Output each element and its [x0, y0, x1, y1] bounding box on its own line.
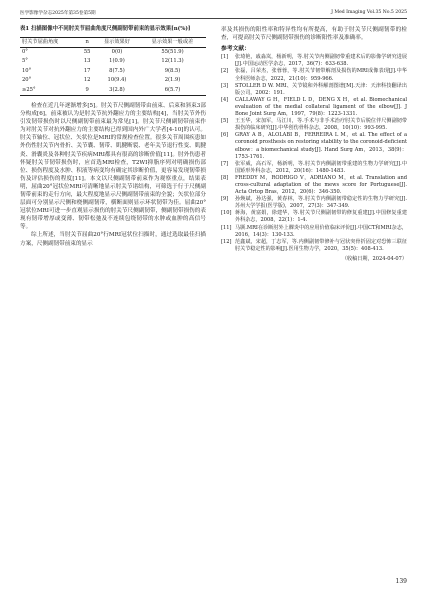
table-cell: 10° — [22, 67, 32, 74]
reference-number: [4] — [221, 96, 229, 103]
table-header-cell: n — [85, 38, 89, 45]
reference-number: [3] — [221, 82, 229, 89]
reference-number: [12] — [221, 238, 232, 245]
table-cell: 0(0) — [111, 48, 123, 55]
reference-number: [7] — [221, 160, 229, 167]
table-cell: 9(8.5) — [164, 67, 181, 74]
table-cell: 2(1.9) — [164, 77, 181, 84]
page-number: 139 — [395, 578, 407, 585]
reference-number: [10] — [221, 210, 232, 217]
table-header-cell: 显示效果一般或差 — [151, 38, 194, 45]
right-column — [221, 26, 407, 263]
table-cell: 6(5.7) — [164, 86, 181, 93]
table-header-cell: 肘关节屈曲角度 — [22, 38, 59, 45]
body-paragraph: 检查在近几年逐渐增多[5]。肘关节尺侧副韧带由前束、后束和斜束3部分构成[6]，前束被认为是肘关节抗外翻应力的主要结构[4]，当肘关节外伤引发韧带损伤时以尺侧副韧带前束最为常见[1]。肘关节尺侧副韧带前束作为对肘关节对抗外翻应力的主要结构已得到国内外广大学者[4-10]的认可。肘关节轴位、冠状位、矢状位是MRI的常规检查位置。很多关节周围疾患如外伤性肘关节内骨折、关节囊、韧带、肌腱断裂、老年关节退行性变、肌腱炎、滑囊炎及各种肘关节疾病MRI都具有很高的诊断价值[11]。肘外伤患者怀疑肘关节韧带损伤时，应首选MRI检查，T2WI抑脂序列对明确损伤部位、损伤程度及水肿、积液等病变均有确定其诊断价值，更容易发现韧带损伤及评估损伤的程度[11]。本文以尺侧副韧带前束作为观察重点，结果表明，屈曲20°冠状位MRI可清晰地显示肘关节诸结构，可筛选于行于尺侧副韧带前束的走行方向，最大程度地显示尺侧副韧带前束的全貌；矢状位部分层面可分别显示尺侧和桡侧副韧带，横断面则显示环状韧带为佳。屈曲20°冠状位MRI可进一步直观显示损伤的肘关节尺侧副韧带，侧副韧带损伤的表现有韧带增厚或变薄、韧带松弛及不连续包绕韧带的水肿或血肿的高信号等。 — [20, 102, 206, 231]
reference-text: FREDDY M，RODRIGO V，ADRIANO M，et al. Translation and cross-cultural adaptation of the mews score for Portuguese[J]. Acta Ortop Bras，2012，20(6)：346-350. — [235, 174, 407, 196]
reference-item — [221, 68, 407, 82]
body-paragraph: 综上所述，当肘关节屈曲20°行MRI冠状位扫描时，通过选取最佳扫描方案，尺侧副韧带前束的显示 — [20, 232, 206, 247]
reference-text: 范鑫斌，宋超，丁志军，等.内侧副韧带修补与冠状突骨折固定对恐怖三联征肘关节稳定性的影响[J].医用生物力学，2020，35(5)：408-413. — [235, 238, 407, 252]
table-row — [20, 67, 206, 76]
running-header — [20, 10, 407, 16]
table-row — [20, 47, 206, 57]
table-cell: 13 — [83, 58, 91, 65]
reference-item — [221, 196, 407, 210]
table-cell: 10(9.4) — [107, 77, 127, 84]
reference-text: 孙焕斌，孙达强，黄春林，等.肘关节内侧副韧带稳定性的生物力学研究[J].苏州大学学报(医学版)，2007，27(3)：347-349. — [235, 196, 407, 210]
reference-item — [221, 118, 407, 132]
reference-item — [221, 239, 407, 253]
table-cell: 3(2.8) — [109, 86, 125, 93]
table-header-row — [20, 37, 206, 47]
reference-item — [221, 83, 407, 97]
reference-list — [221, 54, 407, 253]
table-header-cell: 显示效果好 — [103, 38, 130, 45]
reference-text: 王玉华，宋加军，马江川，等.手术与非手术治疗肘关节后脱位伴尺侧副韧带损伤的临床研究[J].中华创伤骨科杂志，2008，10(10)：993-995. — [235, 118, 407, 132]
reference-item — [221, 225, 407, 239]
reference-text: STOLLER D W. MRI、关节镜和外科解剖图谱[M].天津：天津科技翻译出版公司，2002：191. — [235, 82, 407, 96]
journal-name-cn: 医学影像学杂志2025年第35卷第5期 — [20, 11, 96, 16]
journal-name-en: J Med Imaging Vol.35 No.5 2025 — [331, 10, 407, 15]
table-cell: 9 — [85, 86, 89, 93]
reference-number: [5] — [221, 118, 229, 125]
table-cell: 12(11.3) — [161, 58, 184, 65]
table-cell: 20° — [22, 77, 32, 84]
reference-text: 蒋海，黄富娟，徐建华，等.肘关节尺侧副韧带的修复重建[J].中国修复重建外科杂志，2008，22(1)：1-4. — [235, 210, 407, 224]
reference-text: 马颢.MRI在诊断肘外上髁炎中的应用价值临床评价[J].中国CT和MRI杂志，2016，14(3)：130-133. — [235, 224, 407, 238]
reference-item — [221, 175, 407, 196]
reference-item — [221, 132, 407, 160]
table-cell: 5° — [22, 58, 28, 65]
reference-number: [2] — [221, 68, 229, 75]
reference-item — [221, 210, 407, 224]
reference-number: [9] — [221, 196, 229, 203]
reference-number: [11] — [221, 224, 232, 231]
reference-number: [6] — [221, 132, 229, 139]
reference-text: 张磊，吕荣杰，张蓉蓉，等.肘关节韧带解剖及损伤的MRI成像表现[J].中华全科医师杂志，2022，21(10)：959-966. — [235, 68, 407, 82]
table-cell: 1(0.9) — [109, 58, 125, 65]
table-row — [20, 86, 206, 96]
left-column — [20, 26, 206, 248]
table-cell: 55(51.9) — [161, 48, 184, 55]
table-cell: 17 — [83, 67, 91, 74]
table-row — [20, 57, 206, 66]
table-cell: 0° — [22, 48, 28, 55]
table-row — [20, 76, 206, 85]
table-cell: 8(7.5) — [109, 67, 125, 74]
reference-text: 张琦艳，戚淼岚，杨新明，等.肘关节内侧副韧带重建术后的影像学研究进展[J].中国运动医学杂志，2017，36(7)：633-638. — [235, 54, 407, 68]
header-rule — [20, 18, 407, 19]
table-cell: ≥25° — [22, 86, 36, 93]
reference-text: 张军威，高石军，杨新明，等.肘关节内侧副韧带重建的生物力学研究[J].中国矫形外科杂志，2012，20(16)：1480-1483. — [235, 160, 407, 174]
reference-number: [8] — [221, 174, 229, 181]
reference-item — [221, 161, 407, 175]
reference-text: GRAY A B，ALOLABI B，FERREIRA L M，et al. The effect of a coronoid prosthesis on restoring stability to the coronoid-deficient elbow：a biomechanical study[J]. Hand Surg Am，2013，38(9)：1753-1761. — [235, 132, 407, 160]
reference-text: CALLAWAY G H，FIELD L D，DENG X H，et al. Biomechanical evaluation of the medial collateral ligament of the elbow[J]. J Bone Joint Surg Am，1997，79(8)：1223-1331. — [235, 96, 407, 118]
reference-item — [221, 97, 407, 118]
reference-item — [221, 54, 407, 68]
table-caption: 表1 扫描图像中不同肘关节屈曲角度尺侧副韧带前束的显示效果[n(%)] — [20, 26, 191, 32]
table-cell: 12 — [83, 77, 91, 84]
references-heading: 参考文献： — [221, 46, 250, 53]
received-date: （收稿日期，2024-04-07） — [341, 255, 407, 262]
body-paragraph: 率及其损伤的阳性率和特异性均有所提高，有助于肘关节尺侧副韧带的检查，可提高肘关节尺侧副韧带损伤的诊断阳性率及准确率。 — [221, 27, 407, 42]
results-table — [20, 37, 206, 96]
table-cell: 55 — [83, 48, 91, 55]
reference-number: [1] — [221, 54, 229, 61]
